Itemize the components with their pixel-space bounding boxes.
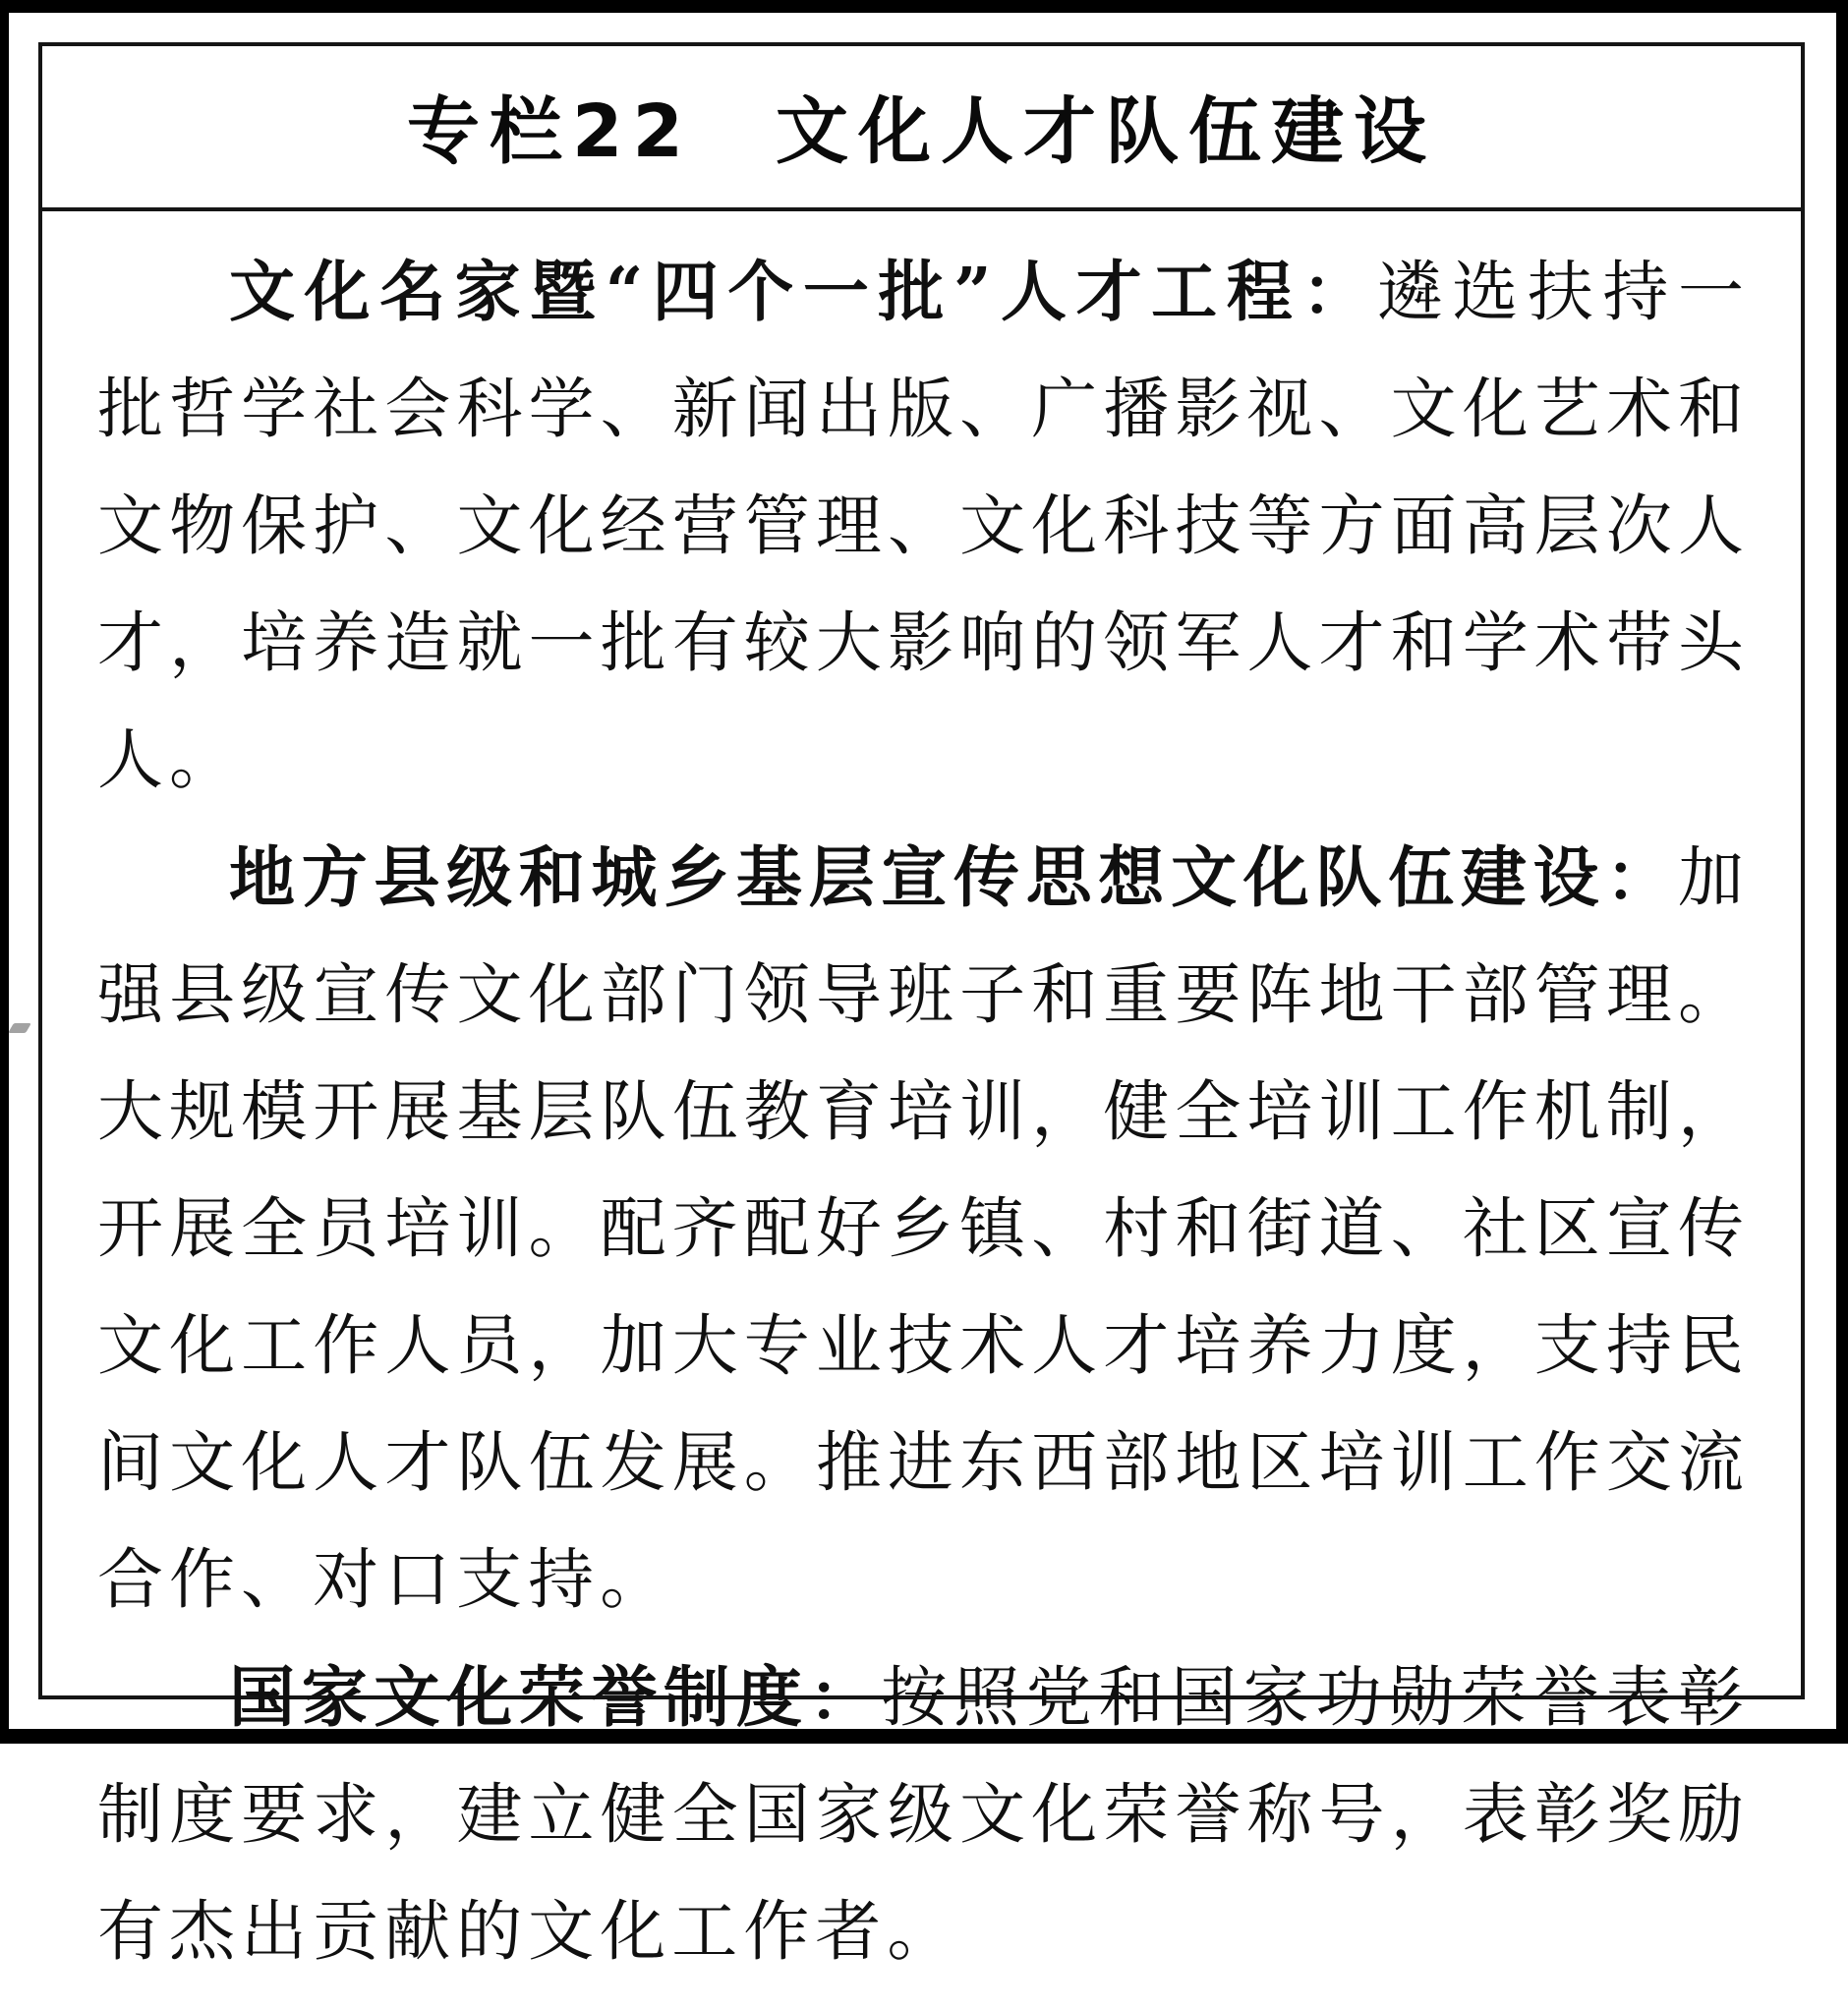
paragraph-text: 加强县级宣传文化部门领导班子和重要阵地干部管理。大规模开展基层队伍教育培训，健全培训工作机制，开展全员培训。配齐配好乡镇、村和街道、社区宣传文化工作人员，加大专业技术人才培养力度，支持民间文化人才队伍发展。推进东西部地区培训工作交流合作、对口支持。 <box>97 839 1750 1618</box>
paragraph-lead: 地方县级和城乡基层宣传思想文化队伍建设： <box>229 838 1678 916</box>
column-box <box>38 42 1805 1970</box>
paragraph-talent-project <box>97 233 1750 819</box>
paragraph-text: 遴选扶持一批哲学社会科学、新闻出版、广播影视、文化艺术和文物保护、文化经营管理、文化科技等方面高层次人才，培养造就一批有较大影响的领军人才和学术带头人。 <box>97 254 1750 798</box>
paragraph-lead: 文化名家暨“四个一批”人才工程： <box>229 253 1377 330</box>
paragraph-text: 按照党和国家功勋荣誉表彰制度要求，建立健全国家级文化荣誉称号，表彰奖励有杰出贡献的文化工作者。 <box>97 1659 1750 1970</box>
box-title: 专栏22 文化人才队伍建设 <box>42 46 1801 211</box>
box-body <box>42 211 1801 2010</box>
paragraph-lead: 国家文化荣誉制度： <box>229 1658 882 1736</box>
paragraph-grassroots-teams <box>97 819 1750 1638</box>
scan-artifact-speck <box>8 1023 31 1033</box>
paragraph-honor-system <box>97 1638 1750 1990</box>
